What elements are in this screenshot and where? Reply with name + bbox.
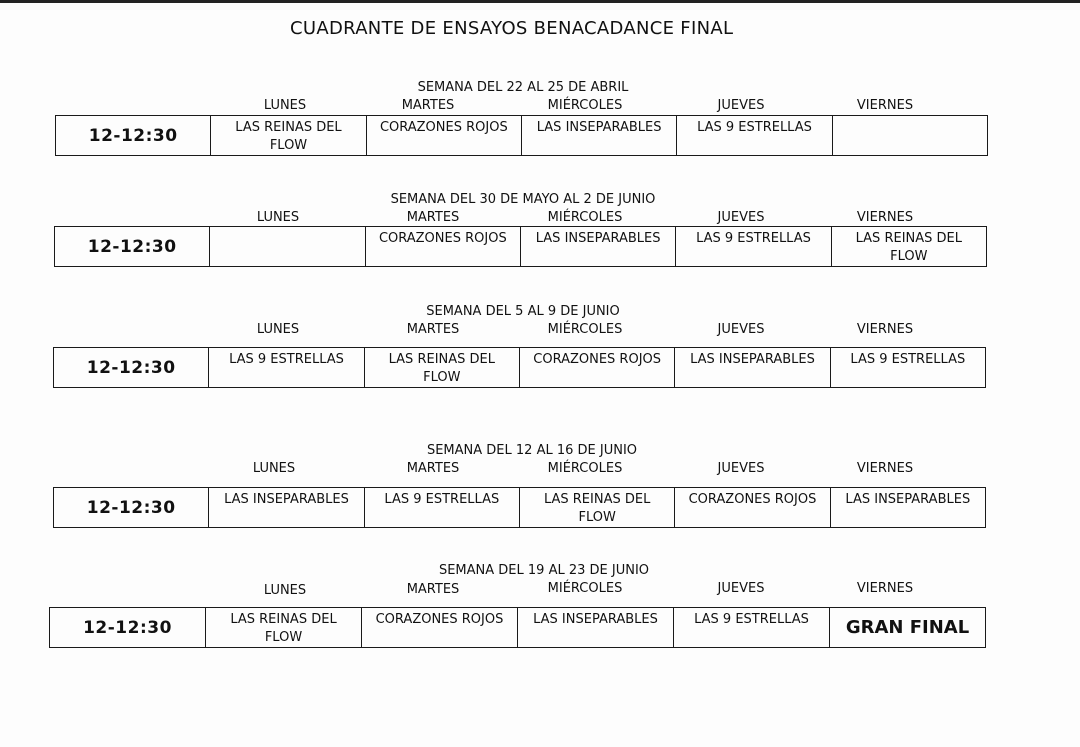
- document-title: CUADRANTE DE ENSAYOS BENACADANCE FINAL: [290, 18, 734, 39]
- day-header-lunes: LUNES: [263, 98, 307, 113]
- day-header-miercoles: MIÉRCOLES: [547, 581, 623, 596]
- day-header-jueves: JUEVES: [717, 461, 765, 476]
- day-header-jueves: JUEVES: [717, 210, 765, 225]
- schedule-table: [53, 347, 986, 388]
- table-cell: CORAZONES ROJOS: [366, 116, 521, 156]
- table-cell: CORAZONES ROJOS: [675, 488, 830, 528]
- day-header-miercoles: MIÉRCOLES: [547, 98, 623, 113]
- table-cell: LAS REINAS DEL FLOW: [211, 116, 366, 156]
- week-title: SEMANA DEL 19 AL 23 DE JUNIO: [438, 563, 650, 578]
- day-header-lunes: LUNES: [256, 322, 300, 337]
- schedule-table: [53, 487, 986, 528]
- day-header-miercoles: MIÉRCOLES: [547, 461, 623, 476]
- day-header-jueves: JUEVES: [717, 98, 765, 113]
- table-cell: LAS 9 ESTRELLAS: [676, 227, 831, 267]
- table-cell: LAS 9 ESTRELLAS: [830, 348, 985, 388]
- table-row: [50, 608, 986, 648]
- table-row: [56, 116, 988, 156]
- day-header-viernes: VIERNES: [856, 210, 914, 225]
- gran-final-cell: GRAN FINAL: [830, 608, 986, 648]
- table-row: [55, 227, 987, 267]
- table-cell: LAS 9 ESTRELLAS: [674, 608, 830, 648]
- day-header-viernes: VIERNES: [856, 322, 914, 337]
- day-header-viernes: VIERNES: [856, 461, 914, 476]
- time-slot-cell: 12-12:30: [55, 227, 210, 267]
- day-header-martes: MARTES: [406, 210, 460, 225]
- day-header-martes: MARTES: [406, 322, 460, 337]
- table-cell: LAS INSEPARABLES: [209, 488, 364, 528]
- week-title: SEMANA DEL 22 AL 25 DE ABRIL: [417, 80, 629, 95]
- table-cell: LAS INSEPARABLES: [521, 116, 676, 156]
- day-header-miercoles: MIÉRCOLES: [547, 322, 623, 337]
- table-cell: LAS 9 ESTRELLAS: [364, 488, 519, 528]
- schedule-table: [49, 607, 986, 648]
- day-header-martes: MARTES: [401, 98, 455, 113]
- table-cell: CORAZONES ROJOS: [362, 608, 518, 648]
- week-title: SEMANA DEL 5 AL 9 DE JUNIO: [426, 304, 620, 319]
- table-cell: LAS REINAS DEL FLOW: [206, 608, 362, 648]
- table-cell: LAS INSEPARABLES: [830, 488, 985, 528]
- day-header-martes: MARTES: [406, 582, 460, 597]
- time-slot-cell: 12-12:30: [50, 608, 206, 648]
- day-header-lunes: LUNES: [263, 583, 307, 598]
- schedule-table: [55, 115, 988, 156]
- time-slot-cell: 12-12:30: [56, 116, 211, 156]
- table-cell: [832, 116, 987, 156]
- schedule-table: [54, 226, 987, 267]
- day-header-jueves: JUEVES: [717, 581, 765, 596]
- time-slot-cell: 12-12:30: [54, 488, 209, 528]
- table-cell: LAS INSEPARABLES: [675, 348, 830, 388]
- table-cell: LAS INSEPARABLES: [520, 227, 675, 267]
- table-row: [54, 488, 986, 528]
- day-header-viernes: VIERNES: [856, 581, 914, 596]
- day-header-lunes: LUNES: [256, 210, 300, 225]
- time-slot-cell: 12-12:30: [54, 348, 209, 388]
- day-header-lunes: LUNES: [252, 461, 296, 476]
- table-cell: LAS REINAS DEL FLOW: [831, 227, 986, 267]
- table-cell: LAS REINAS DEL FLOW: [519, 488, 674, 528]
- table-cell: LAS 9 ESTRELLAS: [677, 116, 832, 156]
- table-cell: LAS REINAS DEL FLOW: [364, 348, 519, 388]
- day-header-viernes: VIERNES: [856, 98, 914, 113]
- table-cell: CORAZONES ROJOS: [365, 227, 520, 267]
- week-title: SEMANA DEL 30 DE MAYO AL 2 DE JUNIO: [390, 192, 656, 207]
- table-cell: [210, 227, 365, 267]
- table-cell: CORAZONES ROJOS: [519, 348, 674, 388]
- week-title: SEMANA DEL 12 AL 16 DE JUNIO: [426, 443, 638, 458]
- day-header-martes: MARTES: [406, 461, 460, 476]
- table-row: [54, 348, 986, 388]
- page-top-edge: [0, 0, 1080, 3]
- day-header-miercoles: MIÉRCOLES: [547, 210, 623, 225]
- table-cell: LAS INSEPARABLES: [518, 608, 674, 648]
- day-header-jueves: JUEVES: [717, 322, 765, 337]
- table-cell: LAS 9 ESTRELLAS: [209, 348, 364, 388]
